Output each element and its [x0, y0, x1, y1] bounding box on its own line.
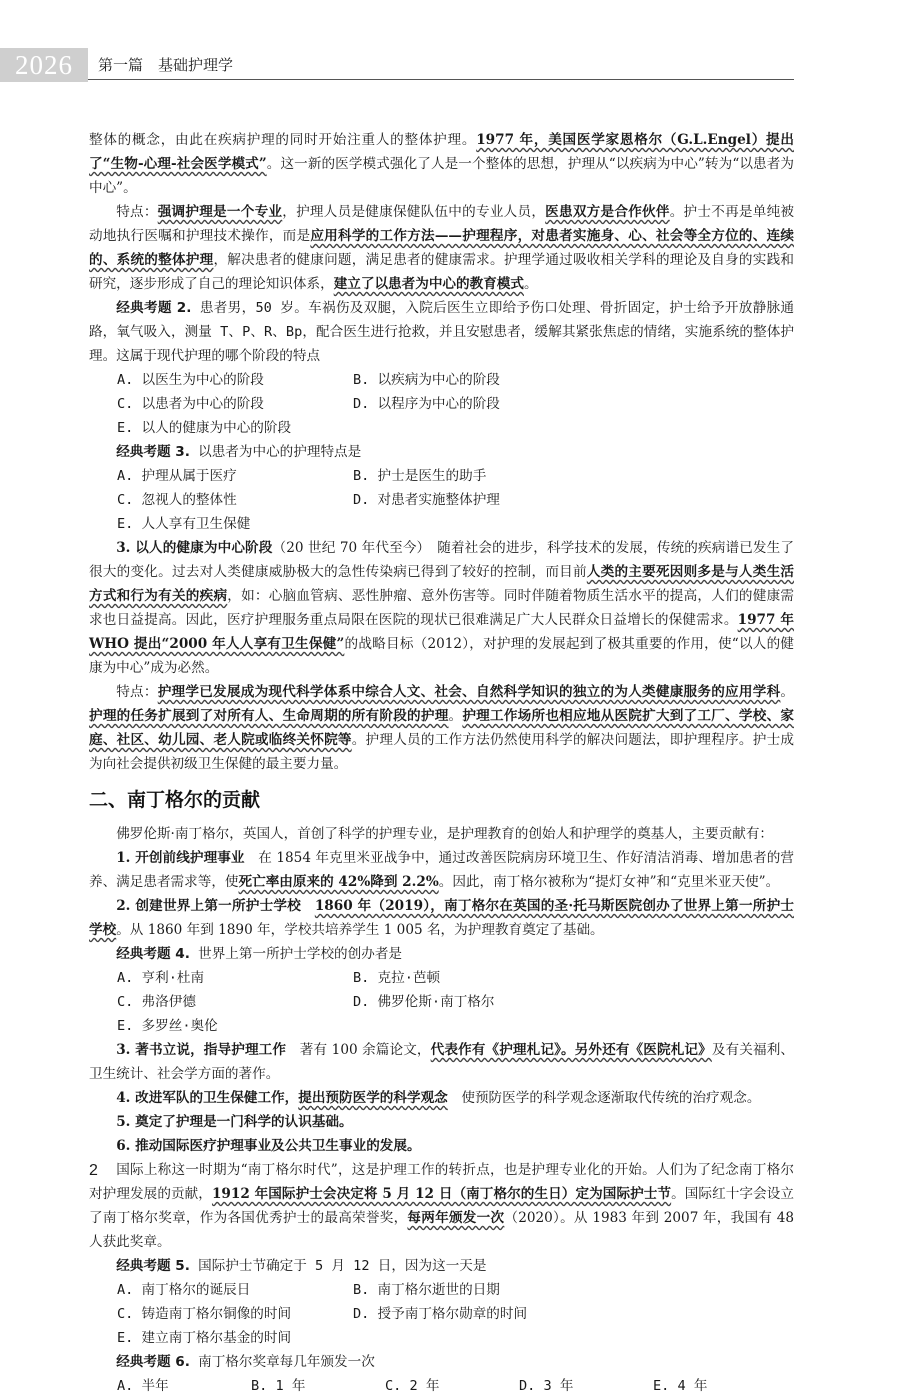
option-b: B. 南丁格尔逝世的日期 [353, 1282, 500, 1298]
emphasis-text: 护理学已发展成为现代科学体系中综合人文、社会、自然科学知识的独立的为人类健康服务的应用学科 [157, 684, 781, 700]
section-heading-nightingale: 二、南丁格尔的贡献 [89, 789, 261, 811]
option-e: E. 多罗丝·奥伦 [117, 1018, 218, 1034]
option-b: B. 护士是医生的助手 [353, 468, 487, 484]
option-d: D. 佛罗伦斯·南丁格尔 [353, 994, 495, 1010]
option-c: C. 忽视人的整体性 [117, 492, 237, 508]
bold-heading: 2. 创建世界上第一所护士学校 [116, 898, 302, 914]
option-e: E. 4 年 [653, 1378, 708, 1394]
bold-heading: 5. 奠定了护理是一门科学的认识基础。 [116, 1114, 353, 1130]
emphasis-text: 1977 年，美国医学家恩格尔（G.L.Engel）提出了“生物-心理-社会医学模式” [89, 132, 794, 172]
paragraph-contribution-5 [89, 1110, 794, 1134]
text: ，解决患者的健康问题，满足患者的健康需求。护理学通过吸收相关学科的理论及自身的实践和研究，逐步形成了自己的理论知识体系， [89, 252, 794, 292]
text: 。因此，南丁格尔被称为“提灯女神”和“克里米亚天使”。 [438, 874, 780, 890]
option-c: C. 铸造南丁格尔铜像的时间 [117, 1306, 292, 1322]
emphasis-text: 医患双方是合作伙伴 [545, 204, 670, 220]
option-c: C. 2 年 [385, 1378, 440, 1394]
option-b: B. 以疾病为中心的阶段 [353, 372, 500, 388]
option-e: E. 以人的健康为中心的阶段 [117, 420, 292, 436]
question-text: 国际护士节确定于 5 月 12 日，因为这一天是 [189, 1258, 487, 1274]
question-3-options [89, 464, 794, 536]
paragraph-contribution-2 [89, 894, 794, 942]
emphasis-text: 建立了以患者为中心的教育模式 [333, 276, 524, 292]
text: 使预防医学的科学观念逐渐取代传统的治疗观念。 [447, 1090, 761, 1106]
question-label: 经典考题 6. [116, 1354, 190, 1370]
text: 国际上称这一时期为“南丁格尔时代”，这是护理工作的转折点，也是护理专业化的开始。人们为了纪念南丁格尔对护理发展的贡献， [89, 1162, 794, 1202]
text: 。这一新的医学模式强化了人是一个整体的思想，护理从“以疾病为中心”转为“以患者为中心”。 [89, 156, 794, 196]
text: ，护理人员是健康保健队伍中的专业人员， [282, 204, 546, 220]
text: 特点： [116, 684, 158, 700]
text: 著有 100 余篇论文， [286, 1042, 431, 1058]
question-text: 以患者为中心的护理特点是 [189, 444, 362, 460]
page-body [89, 128, 794, 1398]
emphasis-text: 代表作有《护理札记》。另外还有《医院札记》 [430, 1042, 712, 1058]
exam-question-4 [89, 942, 794, 966]
emphasis-text: 护理工作场所也相应地从医院扩大到了工厂、学校、家庭、社区、幼儿园、老人院或临终关怀院等 [89, 708, 794, 748]
paragraph-holistic [89, 128, 794, 200]
question-4-options [89, 966, 794, 1038]
option-b: B. 1 年 [251, 1378, 306, 1394]
text: 。护士不再是单纯被动地执行医嘱和护理技术操作，而是 [89, 204, 795, 244]
bold-heading: 6. 推动国际医疗护理事业及公共卫生事业的发展。 [116, 1138, 421, 1154]
text: （20 世纪 70 年代至今） 随着社会的进步，科学技术的发展，传统的疾病谱已发生了很大的变化。过去对人类健康威胁极大的急性传染病已得到了较好的控制，而目前 [89, 540, 794, 580]
question-text: 南丁格尔奖章每几年颁发一次 [189, 1354, 375, 1370]
page-number: 2 [89, 1162, 98, 1179]
option-e: E. 人人享有卫生保健 [117, 516, 251, 532]
emphasis-text: 提出预防医学的科学观念 [298, 1090, 448, 1106]
exam-question-6 [89, 1350, 794, 1374]
option-c: C. 弗洛伊德 [117, 994, 196, 1010]
emphasis-text: 1912 年国际护士会决定将 5 月 12 日（南丁格尔的生日）定为国际护士节 [211, 1186, 672, 1202]
question-label: 经典考题 4. [116, 946, 190, 962]
question-2-options [89, 368, 794, 440]
paragraph-features-health-centered [89, 680, 794, 776]
text: 。护理人员的工作方法仍然使用科学的解决问题法，即护理程序。护士成为向社会提供初级卫生保健的最主要力量。 [89, 732, 794, 772]
option-b: B. 克拉·芭顿 [353, 970, 441, 986]
text [301, 898, 315, 914]
question-label: 经典考题 5. [116, 1258, 190, 1274]
option-a: A. 以医生为中心的阶段 [117, 372, 264, 388]
option-d: D. 授予南丁格尔勋章的时间 [353, 1306, 528, 1322]
option-e: E. 建立南丁格尔基金的时间 [117, 1330, 292, 1346]
option-d: D. 对患者实施整体护理 [353, 492, 500, 508]
option-d: D. 以程序为中心的阶段 [353, 396, 500, 412]
paragraph-health-centered-stage [89, 536, 794, 680]
text: 。 [780, 684, 794, 700]
text: 在 1854 年克里米亚战争中，通过改善医院病房环境卫生、作好清洁消毒、增加患者的营养、满足患者需求等，使 [89, 850, 794, 890]
emphasis-text: 1977 年 WHO 提出“2000 年人人享有卫生保健” [89, 612, 794, 652]
emphasis-text: 应用科学的工作方法——护理程序，对患者实施身、心、社会等全方位的、连续的、系统的整体护理 [89, 228, 794, 268]
paragraph-contribution-6 [89, 1134, 794, 1158]
option-a: A. 南丁格尔的诞辰日 [117, 1282, 251, 1298]
paragraph-contribution-4 [89, 1086, 794, 1110]
emphasis-text: 人类的主要死因则多是与人类生活方式和行为有关的疾病 [89, 564, 794, 604]
paragraph-nightingale-era [89, 1158, 794, 1254]
text: 整体的概念，由此在疾病护理的同时开始注重人的整体护理。 [89, 132, 477, 148]
emphasis-text: 1860 年（2019），南丁格尔在英国的圣·托马斯医院创办了世界上第一所护士学校 [89, 898, 794, 938]
question-label: 经典考题 2. [116, 300, 192, 316]
exam-question-5 [89, 1254, 794, 1278]
text: 。从 1860 年到 1890 年，学校共培养学生 1 005 名，为护理教育奠定了基础。 [116, 922, 604, 938]
bold-heading: 3. 著书立说，指导护理工作 [116, 1042, 287, 1058]
exam-question-3 [89, 440, 794, 464]
header-chapter-title: 第一篇 基础护理学 [98, 56, 234, 74]
option-a: A. 亨利·杜南 [117, 970, 205, 986]
emphasis-text: 强调护理是一个专业 [157, 204, 283, 220]
paragraph-contribution-3 [89, 1038, 794, 1086]
question-label: 经典考题 3. [116, 444, 190, 460]
bold-heading: 4. 改进军队的卫生保健工作， [116, 1090, 299, 1106]
paragraph-features-patient-centered [89, 200, 794, 296]
question-text: 患者男，50 岁。车祸伤及双腿，入院后医生立即给予伤口处理、骨折固定，护士给予开放静脉通路，氧气吸入，测量 T、P、R、Bp，配合医生进行抢救，并且安慰患者，缓解其紧张焦虑的情绪，实施系统的整体护理。这属于现代护理的哪个阶段的特点 [89, 300, 795, 364]
option-d: D. 3 年 [519, 1378, 574, 1394]
text: 。国际红十字会设立了南丁格尔奖章，作为各国优秀护士的最高荣誉奖， [89, 1186, 795, 1226]
text: 及有关福利、卫生统计、社会学方面的著作。 [89, 1042, 795, 1082]
question-text: 世界上第一所护士学校的创办者是 [189, 946, 403, 962]
exam-question-2 [89, 296, 794, 368]
text: 特点： [116, 204, 158, 220]
header-year-tab: 2026 [0, 48, 88, 82]
page-header [0, 48, 900, 82]
question-5-options [89, 1278, 794, 1350]
text: 。 [524, 276, 538, 292]
paragraph-nightingale-intro: 佛罗伦斯·南丁格尔，英国人，首创了科学的护理专业，是护理教育的创始人和护理学的奠基人，主要贡献有： [116, 826, 774, 842]
bold-heading: 3. 以人的健康为中心阶段 [116, 540, 273, 556]
text: 的战略目标（2012），对护理的发展起到了极其重要的作用，使“以人的健康为中心”成为必然。 [89, 636, 795, 676]
header-rule [88, 79, 794, 80]
bold-heading: 1. 开创前线护理事业 [116, 850, 245, 866]
question-6-options [89, 1374, 794, 1398]
option-c: C. 以患者为中心的阶段 [117, 396, 264, 412]
option-a: A. 半年 [117, 1378, 169, 1394]
emphasis-text: 死亡率由原来的 42%降到 2.2% [238, 874, 439, 890]
text: （2020）。从 1983 年到 2007 年，我国有 48 人获此奖章。 [89, 1210, 795, 1250]
emphasis-text: 护理的任务扩展到了对所有人、生命周期的所有阶段的护理 [89, 708, 449, 724]
text: 。 [448, 708, 463, 724]
paragraph-contribution-1 [89, 846, 794, 894]
emphasis-text: 每两年颁发一次 [407, 1210, 505, 1226]
option-a: A. 护理从属于医疗 [117, 468, 237, 484]
text: ，如：心脑血管病、恶性肿瘤、意外伤害等。同时伴随着物质生活水平的提高，人们的健康需求也日益提高。因此，医疗护理服务重点局限在医院的现状已很难满足广大人民群众日益增长的保健需求。 [89, 588, 794, 628]
